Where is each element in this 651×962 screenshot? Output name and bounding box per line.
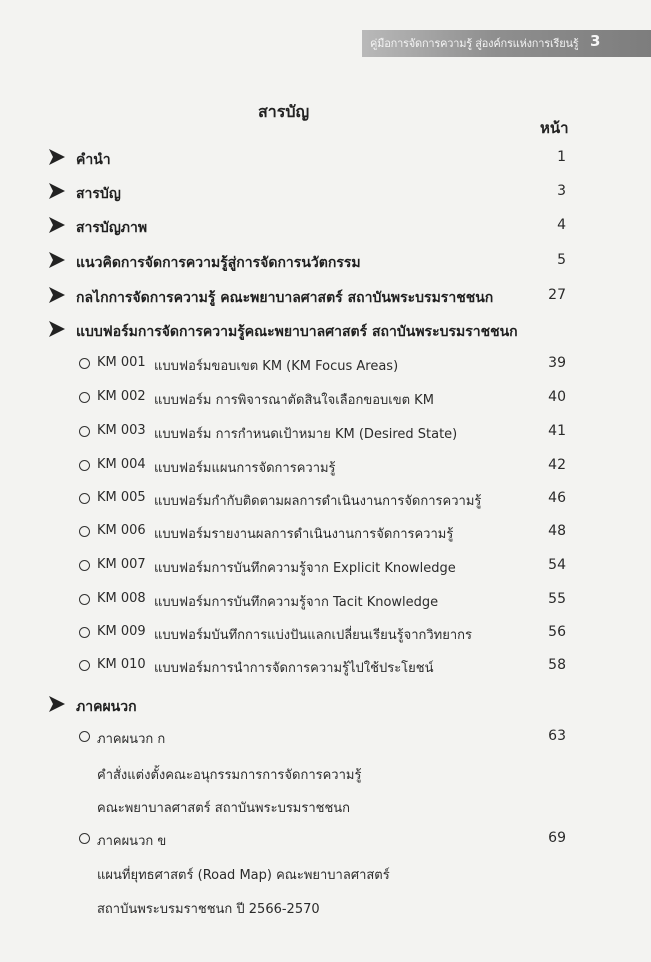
circle-bullet-icon [79, 560, 90, 571]
toc-item-label: แนวคิดการจัดการความรู้สู่การจัดการนวัตกรรม [76, 255, 361, 271]
appendix-item-line [0, 862, 651, 888]
appendix-item-line [0, 762, 651, 788]
toc-item-label: สารบัญภาพ [76, 220, 148, 236]
circle-bullet-icon [79, 833, 90, 844]
toc-item-page: 5 [557, 252, 566, 268]
toc-item-page: 3 [557, 183, 566, 199]
circle-bullet-icon [79, 460, 90, 471]
km-form-label: แบบฟอร์มการนำการจัดการความรู้ไปใช้ประโยชน์ [154, 661, 434, 676]
km-form-label: แบบฟอร์มรายงานผลการดำเนินงานการจัดการความรู้ [154, 527, 454, 542]
appendix-item-desc: แผนที่ยุทธศาสตร์ (Road Map) คณะพยาบาลศาสตร์ [97, 868, 390, 883]
km-form-item [0, 655, 651, 681]
arrow-bullet-icon [48, 216, 66, 234]
km-form-code: KM 009 [97, 624, 146, 639]
toc-item-label: กลไกการจัดการความรู้ คณะพยาบาลศาสตร์ สถาบันพระบรมราชชนก [76, 290, 494, 306]
km-form-code: KM 007 [97, 557, 146, 572]
circle-bullet-icon [79, 731, 90, 742]
arrow-bullet-icon [48, 251, 66, 269]
km-form-item [0, 622, 651, 648]
km-form-page: 42 [548, 457, 566, 473]
circle-bullet-icon [79, 426, 90, 437]
page-number: 3 [590, 32, 601, 50]
toc-item-label: สารบัญ [76, 186, 121, 202]
km-form-item [0, 488, 651, 514]
appendix-item [0, 726, 651, 752]
arrow-bullet-icon [48, 182, 66, 200]
appendix-item [0, 828, 651, 854]
toc-item [0, 319, 651, 345]
km-form-label: แบบฟอร์มการบันทึกความรู้จาก Tacit Knowledge [154, 595, 439, 610]
km-form-label: แบบฟอร์มการบันทึกความรู้จาก Explicit Knowledge [154, 561, 456, 576]
appendix-item-line [0, 795, 651, 821]
arrow-bullet-icon [48, 320, 66, 338]
toc-item-label: แบบฟอร์มการจัดการความรู้คณะพยาบาลศาสตร์ สถาบันพระบรมราชชนก [76, 324, 518, 340]
km-form-page: 58 [548, 657, 566, 673]
arrow-bullet-icon [48, 695, 66, 713]
km-form-code: KM 010 [97, 657, 146, 672]
km-form-item [0, 455, 651, 481]
appendix-item-line [0, 896, 651, 922]
toc-item-page: 1 [557, 149, 566, 165]
km-form-code: KM 004 [97, 457, 146, 472]
km-form-label: แบบฟอร์มกำกับติดตามผลการดำเนินงานการจัดการความรู้ [154, 494, 482, 509]
circle-bullet-icon [79, 594, 90, 605]
km-form-page: 55 [548, 591, 566, 607]
circle-bullet-icon [79, 627, 90, 638]
km-form-item [0, 353, 651, 379]
km-form-page: 46 [548, 490, 566, 506]
circle-bullet-icon [79, 526, 90, 537]
km-form-page: 40 [548, 389, 566, 405]
circle-bullet-icon [79, 392, 90, 403]
km-form-item [0, 421, 651, 447]
km-form-page: 56 [548, 624, 566, 640]
appendix-item-page: 63 [548, 728, 566, 744]
toc-item [0, 215, 651, 241]
km-form-code: KM 005 [97, 490, 146, 505]
km-form-label: แบบฟอร์มแผนการจัดการความรู้ [154, 461, 336, 476]
km-form-item [0, 555, 651, 581]
km-form-item [0, 521, 651, 547]
km-form-code: KM 001 [97, 355, 146, 370]
km-form-page: 54 [548, 557, 566, 573]
circle-bullet-icon [79, 358, 90, 369]
km-form-item [0, 589, 651, 615]
circle-bullet-icon [79, 493, 90, 504]
appendix-item-desc: คำสั่งแต่งตั้งคณะอนุกรรมการการจัดการความรู้ [97, 768, 362, 783]
appendix-item-desc: สถาบันพระบรมราชชนก ปี 2566-2570 [97, 902, 320, 917]
toc-item-label: คำนำ [76, 152, 111, 168]
km-form-code: KM 003 [97, 423, 146, 438]
circle-bullet-icon [79, 660, 90, 671]
toc-item [0, 250, 651, 276]
toc-item-page: 27 [548, 287, 566, 303]
appendix-item-page: 69 [548, 830, 566, 846]
km-form-page: 39 [548, 355, 566, 371]
toc-title: สารบัญ [258, 102, 310, 121]
appendix-item-desc: คณะพยาบาลศาสตร์ สถาบันพระบรมราชชนก [97, 801, 351, 816]
km-form-code: KM 008 [97, 591, 146, 606]
appendix-item-label: ภาคผนวก ข [97, 834, 167, 849]
appendix-item-label: ภาคผนวก ก [97, 732, 166, 747]
km-form-code: KM 002 [97, 389, 146, 404]
toc-item-page: 4 [557, 217, 566, 233]
km-form-page: 41 [548, 423, 566, 439]
toc-item [0, 181, 651, 207]
km-form-label: แบบฟอร์มขอบเขต KM (KM Focus Areas) [154, 359, 399, 374]
arrow-bullet-icon [48, 286, 66, 304]
toc-item-appendix [0, 694, 651, 720]
km-form-item [0, 387, 651, 413]
km-form-label: แบบฟอร์มบันทึกการแบ่งปันแลกเปลี่ยนเรียนรู้จากวิทยากร [154, 628, 473, 643]
km-form-code: KM 006 [97, 523, 146, 538]
appendix-label: ภาคผนวก [76, 699, 137, 715]
arrow-bullet-icon [48, 148, 66, 166]
page-column-header: หน้า [540, 119, 569, 137]
toc-item [0, 285, 651, 311]
km-form-page: 48 [548, 523, 566, 539]
km-form-label: แบบฟอร์ม การพิจารณาตัดสินใจเลือกขอบเขต KM [154, 393, 434, 408]
toc-item [0, 147, 651, 173]
running-title: คู่มือการจัดการความรู้ สู่องค์กรแห่งการเรียนรู้ [370, 37, 579, 50]
km-form-label: แบบฟอร์ม การกำหนดเป้าหมาย KM (Desired State) [154, 427, 458, 442]
